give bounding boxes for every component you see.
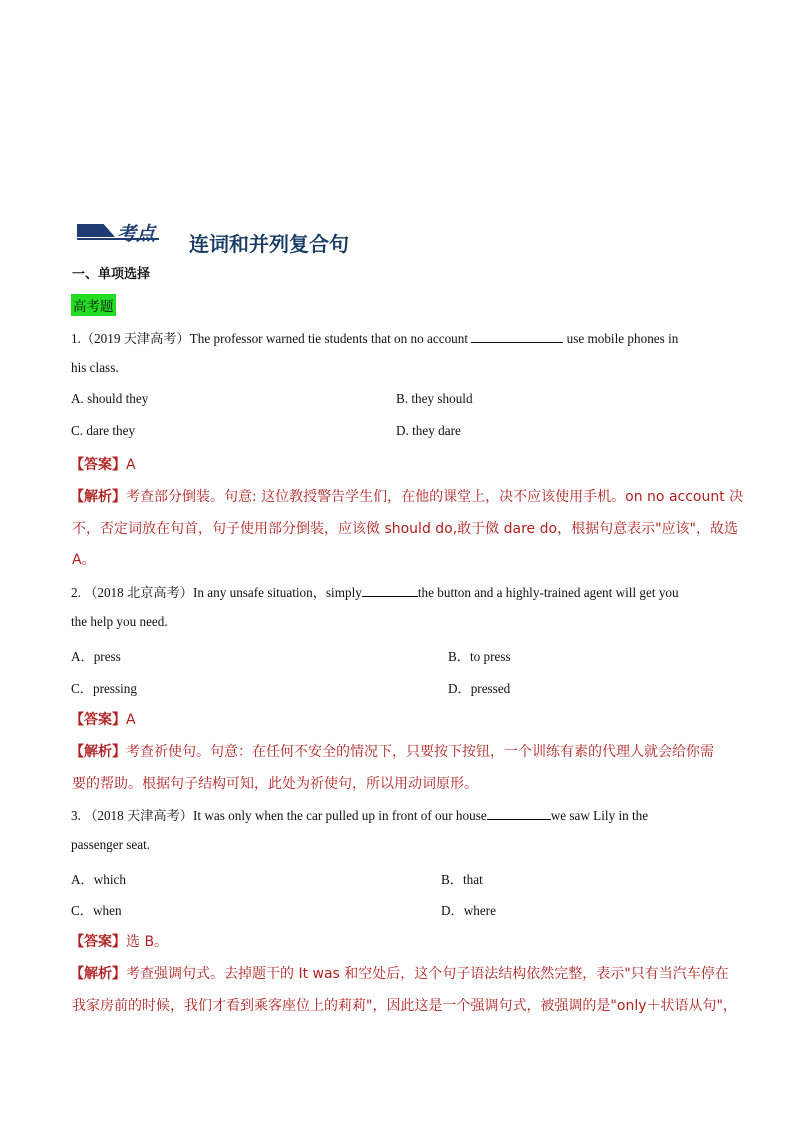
option-c: C. dare they (71, 423, 136, 438)
answer-label: 【答案】 (70, 457, 126, 473)
analysis-text: 不，否定词放在句首，句子使用部分倒装，应该傚 should do,敢于傚 dare do，根据句意表示"应该"，故选 (72, 521, 738, 537)
question-2-suffix: the button and a highly-trained agent will get you (417, 585, 679, 600)
option-a: A．press (71, 649, 121, 664)
question-1-suffix: use mobile phones in (566, 331, 679, 346)
page-title: 连词和并列复合句 (189, 232, 349, 256)
analysis-label: 【解析】 (70, 966, 126, 982)
answer-value: A (126, 712, 136, 728)
option-d: D．pressed (448, 681, 511, 696)
analysis-text: 考查强调句式。去掉题干的 It was 和空处后，这个句子语法结构依然完整，表示"只有当汽车停在 (126, 966, 729, 982)
question-2-stem (71, 582, 679, 601)
option-a: A. should they (71, 391, 149, 406)
badge-label: 考点 (117, 223, 156, 245)
answer-line (70, 931, 168, 951)
option-d: D．where (441, 903, 496, 918)
question-2-prefix: 2. （2018 北京高考）In any unsafe situation，simply (71, 585, 362, 600)
question-3-suffix: we saw Lily in the (550, 808, 649, 823)
analysis-text: A。 (72, 552, 96, 568)
answer-value: 选 B。 (126, 934, 169, 950)
question-3-prefix: 3. （2018 天津高考）It was only when the car pulled up in front of our house (71, 808, 487, 823)
option-b: B. they should (396, 391, 473, 406)
analysis-text: 我家房前的时候，我们才看到乘客座位上的莉莉"，因此这是一个强调句式，被强调的是"only＋状语从句"， (72, 998, 737, 1014)
option-c: C．when (71, 903, 122, 918)
question-3-stem-line2: passenger seat. (71, 837, 151, 852)
analysis-text: 考查部分倒装。句意: 这位教授警告学生们，在他的课堂上，决不应该使用手机。on no account 决 (126, 489, 744, 505)
analysis-label: 【解析】 (70, 489, 126, 505)
question-3-stem (71, 805, 648, 824)
option-b: B．that (441, 872, 483, 887)
option-b: B．to press (448, 649, 511, 664)
badge-bar-icon (77, 224, 115, 237)
question-1-prefix: 1.（2019 天津高考）The professor warned tie students that on no account (71, 331, 469, 346)
question-1-stem-line2: his class. (71, 360, 119, 375)
answer-blank (487, 807, 551, 820)
answer-label: 【答案】 (70, 712, 126, 728)
analysis-label: 【解析】 (70, 744, 126, 760)
analysis-text: 要的帮助。根据句子结构可知，此处为祈使句，所以用动词原形。 (72, 776, 478, 792)
section-heading: 一、单项选择 (72, 267, 151, 282)
question-2-stem-line2: the help you need. (71, 614, 168, 629)
answer-line (70, 709, 136, 729)
analysis-line (70, 963, 729, 983)
analysis-text: 考查祈使句。句意：在任何不安全的情况下，只要按下按钮，一个训练有素的代理人就会给你需 (126, 744, 714, 760)
option-d: D. they dare (396, 423, 461, 438)
analysis-line (70, 486, 743, 506)
answer-line (70, 454, 136, 474)
option-a: A．which (71, 872, 126, 887)
answer-blank (471, 330, 563, 343)
option-c: C．pressing (71, 681, 137, 696)
question-1-stem (71, 328, 678, 347)
analysis-line (70, 741, 714, 761)
exam-tag: 高考题 (71, 294, 116, 316)
answer-label: 【答案】 (70, 934, 126, 950)
answer-blank (362, 584, 418, 597)
answer-value: A (126, 457, 136, 473)
